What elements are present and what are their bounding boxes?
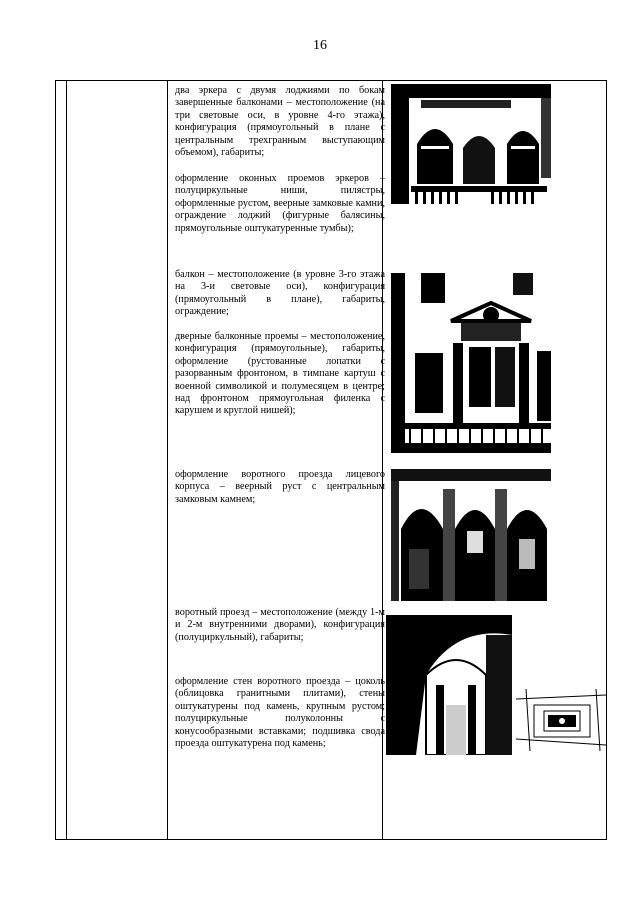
row-text-2: оформление оконных проемов эркеров – полуциркульные ниши, пилястры, оформленные рустом, веерные замковые камни, ограждение лоджий (фигурные балясины, прямоугольные оштукатуренные тумбы); [175, 173, 385, 234]
row-text-7: оформление стен воротного проезда – цоколь (облицовка гранитными плитами), стены оштукатурены под камень, крупным рустом; полуциркульные полуколонны с конусообразными вставками; подшивка свода проезда оштукатурена под камень; [175, 676, 385, 750]
row-text-4: дверные балконные проемы – местоположение, конфигурация (прямоугольные), габариты, оформление (рустованные лопатки с разорванным фронтоном, в тимпане картуш с военной символикой и полумесяцем в центре; над фронтоном прямоугольная филенка с карушем и круглой нишей); [175, 331, 385, 417]
table [55, 80, 607, 840]
photo-gate-arches [391, 469, 551, 601]
site-plan-thumbnail [516, 689, 606, 751]
row-text-3: балкон – местоположение (в уровне 3-го этажа на 3-и световые оси), конфигурация (прямоугольный в плане), габариты, ограждение; [175, 269, 385, 318]
photo-balcony [391, 273, 551, 453]
page-number: 16 [313, 38, 327, 53]
column-divider-1 [66, 81, 67, 839]
row-text-5: оформление воротного проезда лицевого корпуса – веерный руст с центральным замковым камнем; [175, 469, 385, 505]
row-text-1: два эркера с двумя лоджиями по бокам завершенные балконами – местоположение (на три световые оси, в уровне 4-го этажа), конфигурация (прямоугольный в плане с центральным трехгранным выступающим объемом), габариты; [175, 85, 385, 159]
row-text-6: воротный проезд – местоположение (между 1-м и 2-м внутренними дворами), конфигурация (полуциркульный), габариты; [175, 607, 385, 643]
photo-bay-windows [391, 84, 551, 204]
column-divider-2 [167, 81, 168, 839]
photo-gate-passage [386, 615, 512, 755]
